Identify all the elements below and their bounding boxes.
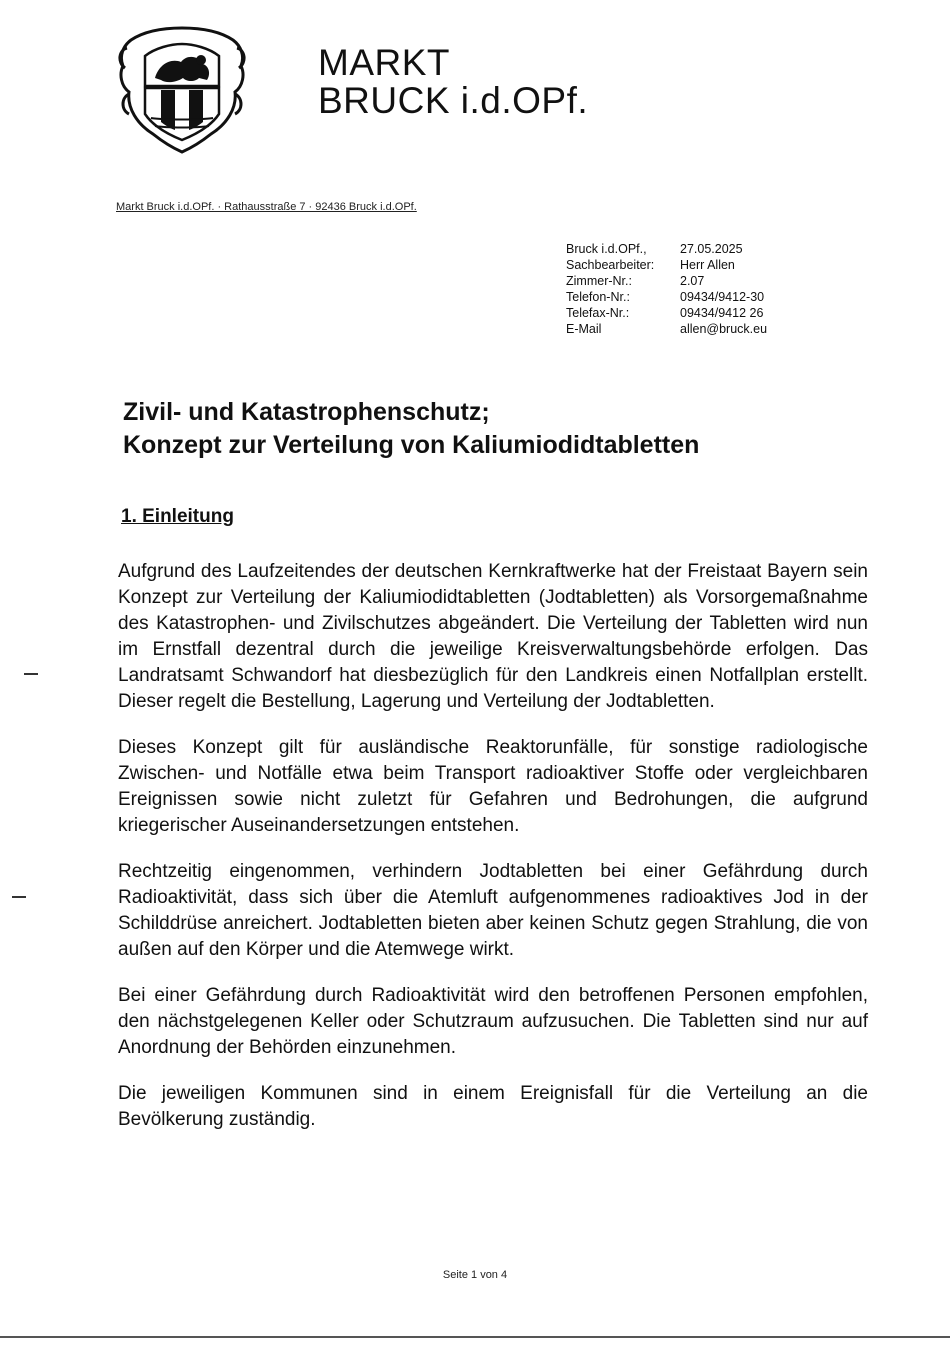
authority-name — [318, 44, 588, 120]
contact-row-room — [566, 273, 767, 289]
contact-value: allen@bruck.eu — [680, 322, 768, 336]
body-paragraph: Die jeweiligen Kommunen sind in einem Ereignisfall für die Verteilung an die Bevölkerung zuständig. — [118, 1083, 868, 1130]
contact-row-phone — [566, 289, 767, 305]
contact-value: 2.07 — [680, 274, 705, 288]
punch-mark — [12, 896, 26, 898]
contact-row-fax — [566, 305, 767, 321]
contact-label: Bruck i.d.OPf., — [566, 242, 647, 256]
sender-address-line: Markt Bruck i.d.OPf. · Rathausstraße 7 · 92436 Bruck i.d.OPf. — [116, 201, 417, 213]
contact-value: 09434/9412 26 — [680, 306, 764, 320]
authority-line-1: MARKT — [318, 42, 450, 83]
section-heading: 1. Einleitung — [121, 506, 234, 527]
contact-label: Zimmer-Nr.: — [566, 274, 632, 288]
fold-mark — [24, 673, 38, 675]
body-paragraph: Bei einer Gefährdung durch Radioaktivität wird den betroffenen Personen empfohlen, den nächstgelegenen Keller oder Schutzraum aufzusuchen. Die Tabletten sind nur auf Anordnung der Behörden einzunehmen. — [118, 985, 868, 1058]
contact-value: Herr Allen — [680, 258, 735, 272]
scan-edge-line — [0, 1336, 950, 1338]
body-paragraph: Aufgrund des Laufzeitendes der deutschen Kernkraftwerke hat der Freistaat Bayern sein Konzept zur Verteilung der Kaliumiodidtabletten (Jodtabletten) als Vorsorgemaßnahme des Katastrophen- und Zivilschutzes abgeändert. Die Verteilung der Tabletten wird nun im Ernstfall dezentral durch die jeweilige Kreisverwaltungsbehörde erfolgen. Das Landratsamt Schwandorf hat diesbezüglich für den Landkreis einen Notfallplan erstellt. Dieser regelt die Bestellung, Lagerung und Verteilung der Jodtabletten. — [118, 561, 868, 712]
contact-value: 27.05.2025 — [680, 242, 743, 256]
body-paragraph: Dieses Konzept gilt für ausländische Reaktorunfälle, für sonstige radiologische Zwischen- und Notfälle etwa beim Transport radioaktiver Stoffe oder vergleichbaren Ereignissen sowie nicht zuletzt für Gefahren und Bedrohungen, die aufgrund kriegerischer Auseinandersetzungen entstehen. — [118, 737, 868, 836]
contact-row-clerk — [566, 257, 767, 273]
coat-of-arms-icon — [115, 22, 250, 157]
contact-block — [566, 241, 767, 337]
authority-line-2: BRUCK i.d.OPf. — [318, 80, 589, 121]
contact-row-date — [566, 241, 767, 257]
contact-label: E-Mail — [566, 322, 602, 336]
contact-value: 09434/9412-30 — [680, 290, 765, 304]
contact-label: Telefax-Nr.: — [566, 306, 630, 320]
page-number: Seite 1 von 4 — [442, 1269, 508, 1281]
contact-label: Sachbearbeiter: — [566, 258, 655, 272]
body-paragraph: Rechtzeitig eingenommen, verhindern Jodtabletten bei einer Gefährdung durch Radioaktivität, dass sich über die Atemluft aufgenommenes radioaktives Jod in der Schilddrüse anreichert. Jodtabletten bieten aber keinen Schutz gegen Strahlung, die von außen auf den Körper und die Atemwege wirkt. — [118, 861, 868, 960]
subject-line-2: Konzept zur Verteilung von Kaliumiodidtabletten — [123, 431, 700, 459]
subject-line-1: Zivil- und Katastrophenschutz; — [123, 398, 490, 426]
letter-body — [118, 559, 868, 1153]
contact-row-email — [566, 321, 767, 337]
subject-heading — [123, 396, 843, 462]
contact-label: Telefon-Nr.: — [566, 290, 630, 304]
